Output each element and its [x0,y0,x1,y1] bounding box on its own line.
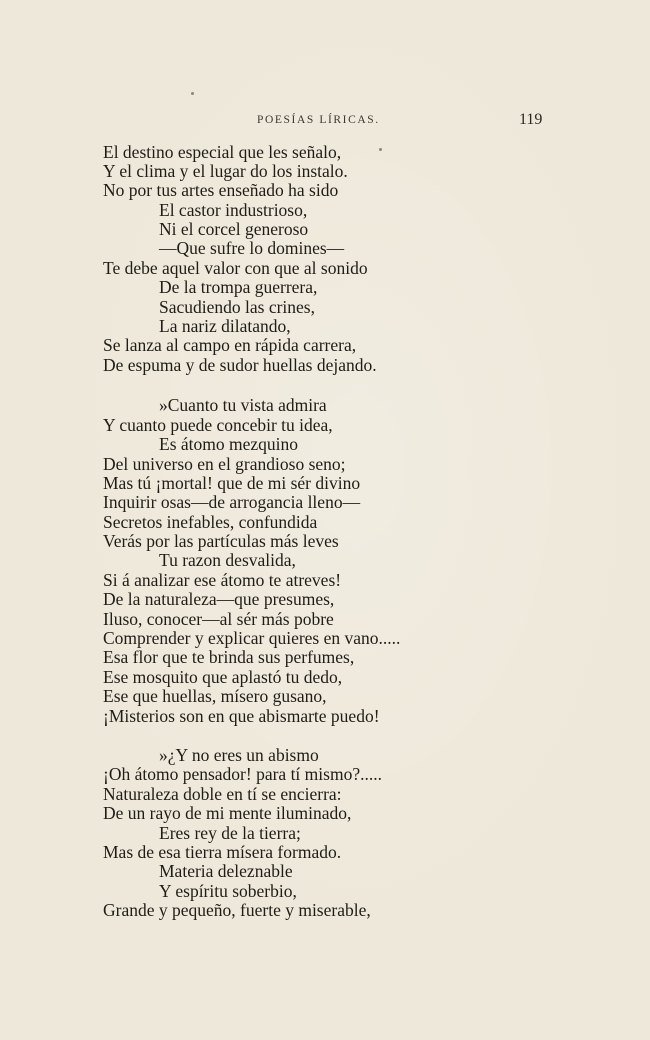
verse-line: De un rayo de mi mente iluminado, [103,803,352,823]
verse-line: »Cuanto tu vista admira [159,395,327,415]
verse-line: Iluso, conocer—al sér más pobre [103,609,334,629]
verse-line: Inquirir osas—de arrogancia lleno— [103,492,361,512]
verse-line: Secretos inefables, confundida [103,512,318,532]
verse-line: Sacudiendo las crines, [159,297,315,317]
paper-speck [379,148,382,151]
verse-line: Ese que huellas, mísero gusano, [103,686,327,706]
verse-line: Y espíritu soberbio, [159,881,297,901]
verse-line: Naturaleza doble en tí se encierra: [103,784,342,804]
verse-line: Comprender y explicar quieres en vano..... [103,628,401,648]
paper-speck [191,92,194,95]
verse-line: Y cuanto puede concebir tu idea, [103,415,333,435]
verse-line: Ese mosquito que aplastó tu dedo, [103,667,343,687]
verse-line: De espuma y de sudor huellas dejando. [103,355,377,375]
verse-line: El castor industrioso, [159,200,308,220]
verse-line: Eres rey de la tierra; [159,823,301,843]
verse-line: —Que sufre lo domines— [159,238,345,258]
verse-line: Te debe aquel valor con que al sonido [103,258,368,278]
verse-line: Materia deleznable [159,861,293,881]
running-head: POESÍAS LÍRICAS. [257,114,380,126]
verse-line: Mas tú ¡mortal! que de mi sér divino [103,473,361,493]
verse-line: La nariz dilatando, [159,316,291,336]
verse-line: Si á analizar ese átomo te atreves! [103,570,342,590]
verse-line: Tu razon desvalida, [159,550,296,570]
verse-line: »¿Y no eres un abismo [159,745,319,765]
verse-line: ¡Oh átomo pensador! para tí mismo?..... [103,764,382,784]
verse-line: ¡Misterios son en que abismarte puedo! [103,706,380,726]
verse-line: Del universo en el grandioso seno; [103,454,346,474]
verse-line: Es átomo mezquino [159,434,299,454]
verse-line: Ni el corcel generoso [159,219,309,239]
verse-line: Se lanza al campo en rápida carrera, [103,335,357,355]
page-number: 119 [519,111,543,128]
verse-line: De la naturaleza—que presumes, [103,589,335,609]
verse-line: Esa flor que te brinda sus perfumes, [103,647,355,667]
verse-line: Grande y pequeño, fuerte y miserable, [103,900,371,920]
verse-line: Y el clima y el lugar do los instalo. [103,161,348,181]
verse-line: El destino especial que les señalo, [103,142,342,162]
verse-line: De la trompa guerrera, [159,277,318,297]
verse-line: No por tus artes enseñado ha sido [103,180,339,200]
verse-line: Verás por las partículas más leves [103,531,339,551]
verse-line: Mas de esa tierra mísera formado. [103,842,342,862]
